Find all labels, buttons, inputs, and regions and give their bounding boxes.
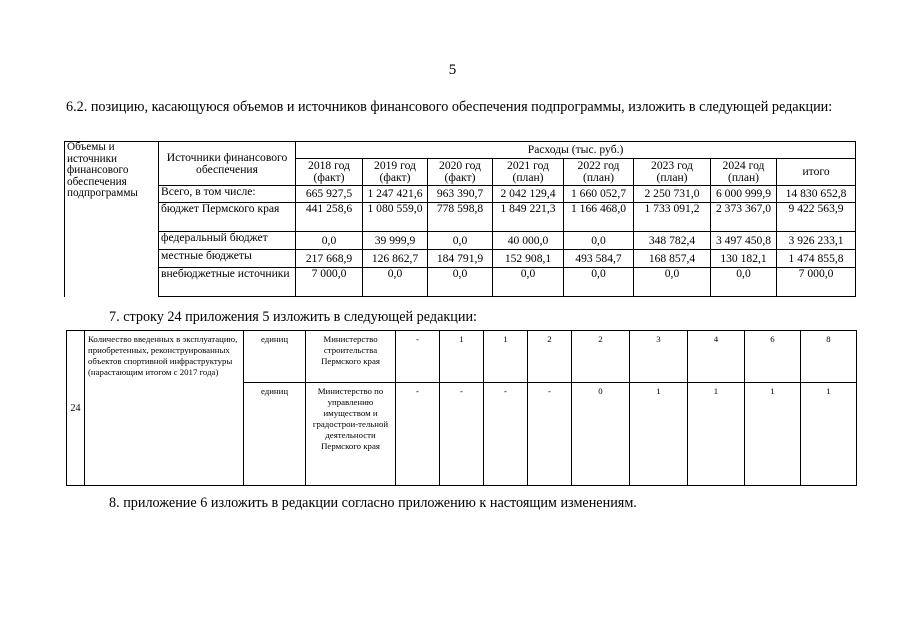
indicator-value: - — [396, 383, 440, 486]
indicator-value: 1 — [688, 383, 745, 486]
value-cell: 1 733 091,2 — [634, 203, 711, 232]
value-cell: 0,0 — [711, 268, 777, 297]
value-cell: 0,0 — [634, 268, 711, 297]
year-header: 2018 год (факт) — [296, 159, 363, 186]
value-cell: 778 598,8 — [428, 203, 493, 232]
source-label: внебюджетные источники — [159, 268, 296, 297]
value-cell: 152 908,1 — [493, 250, 564, 268]
value-cell: 0,0 — [363, 268, 428, 297]
value-cell: 40 000,0 — [493, 232, 564, 250]
value-cell: 0,0 — [493, 268, 564, 297]
value-cell: 7 000,0 — [296, 268, 363, 297]
value-cell: 0,0 — [428, 268, 493, 297]
value-cell: 130 182,1 — [711, 250, 777, 268]
value-cell: 1 660 052,7 — [564, 186, 634, 203]
value-cell: 441 258,6 — [296, 203, 363, 232]
value-cell: 184 791,9 — [428, 250, 493, 268]
indicator-value: 1 — [630, 383, 688, 486]
indicator-value: - — [528, 383, 572, 486]
indicator-value: 8 — [801, 331, 857, 383]
value-cell: 2 250 731,0 — [634, 186, 711, 203]
value-cell: 1 849 221,3 — [493, 203, 564, 232]
indicator-value: 4 — [688, 331, 745, 383]
year-header: 2020 год (факт) — [428, 159, 493, 186]
source-label: бюджет Пермского края — [159, 203, 296, 232]
indicator-value: 3 — [630, 331, 688, 383]
value-cell: 2 042 129,4 — [493, 186, 564, 203]
value-cell: 0,0 — [428, 232, 493, 250]
unit-cell: единиц — [244, 331, 306, 383]
indicator-name: Количество введенных в эксплуатацию, приобретенных, реконструированных объектов спортивной инфраструктуры (нарастающим итогом с 2017 года) — [85, 331, 244, 486]
indicator-value: 2 — [572, 331, 630, 383]
year-header: 2022 год (план) — [564, 159, 634, 186]
value-cell: 217 668,9 — [296, 250, 363, 268]
source-label: Всего, в том числе: — [159, 186, 296, 203]
value-cell: 1 247 421,6 — [363, 186, 428, 203]
value-cell: 493 584,7 — [564, 250, 634, 268]
page-number: 5 — [448, 62, 457, 78]
executor-cell: Министерство по управлению имуществом и градострои-тельной деятельности Пермского края — [306, 383, 396, 486]
source-label: местные бюджеты — [159, 250, 296, 268]
total-header: итого — [777, 159, 856, 186]
value-cell: 1 166 468,0 — [564, 203, 634, 232]
value-cell: 0,0 — [564, 232, 634, 250]
year-header: 2023 год (план) — [634, 159, 711, 186]
value-cell: 348 782,4 — [634, 232, 711, 250]
indicator-value: 1 — [484, 331, 528, 383]
executor-cell: Министерство строительства Пермского края — [306, 331, 396, 383]
indicator-table — [66, 330, 857, 486]
value-cell: 39 999,9 — [363, 232, 428, 250]
value-cell: 168 857,4 — [634, 250, 711, 268]
source-label: федеральный бюджет — [159, 232, 296, 250]
total-cell: 14 830 652,8 — [777, 186, 856, 203]
year-header: 2024 год (план) — [711, 159, 777, 186]
value-cell: 6 000 999,9 — [711, 186, 777, 203]
value-cell: 0,0 — [296, 232, 363, 250]
value-cell: 3 497 450,8 — [711, 232, 777, 250]
year-header: 2019 год (факт) — [363, 159, 428, 186]
paragraph-8: 8. приложение 6 изложить в редакции согласно приложению к настоящим изменениям. — [109, 495, 637, 511]
total-cell: 3 926 233,1 — [777, 232, 856, 250]
expenses-header: Расходы (тыс. руб.) — [296, 142, 856, 159]
unit-cell: единиц — [244, 383, 306, 486]
year-header: 2021 год (план) — [493, 159, 564, 186]
indicator-value: - — [396, 331, 440, 383]
indicator-value: - — [484, 383, 528, 486]
row-index: 24 — [67, 331, 85, 486]
indicator-value: 1 — [801, 383, 857, 486]
value-cell: 0,0 — [564, 268, 634, 297]
indicator-value: 0 — [572, 383, 630, 486]
value-cell: 126 862,7 — [363, 250, 428, 268]
indicator-value: - — [440, 383, 484, 486]
value-cell: 2 373 367,0 — [711, 203, 777, 232]
paragraph-6-2: 6.2. позицию, касающуюся объемов и источников финансового обеспечения подпрограммы, изложить в следующей редакции: — [66, 99, 833, 115]
value-cell: 665 927,5 — [296, 186, 363, 203]
total-cell: 7 000,0 — [777, 268, 856, 297]
indicator-value: 1 — [745, 383, 801, 486]
value-cell: 1 080 559,0 — [363, 203, 428, 232]
total-cell: 1 474 855,8 — [777, 250, 856, 268]
value-cell: 963 390,7 — [428, 186, 493, 203]
funding-table — [64, 141, 856, 297]
paragraph-7: 7. строку 24 приложения 5 изложить в следующей редакции: — [109, 309, 477, 325]
indicator-value: 1 — [440, 331, 484, 383]
total-cell: 9 422 563,9 — [777, 203, 856, 232]
row-header-cell: Объемы и источники финансового обеспечения подпрограммы — [65, 142, 159, 297]
indicator-value: 2 — [528, 331, 572, 383]
indicator-value: 6 — [745, 331, 801, 383]
sources-header: Источники финансового обеспечения — [159, 142, 296, 186]
